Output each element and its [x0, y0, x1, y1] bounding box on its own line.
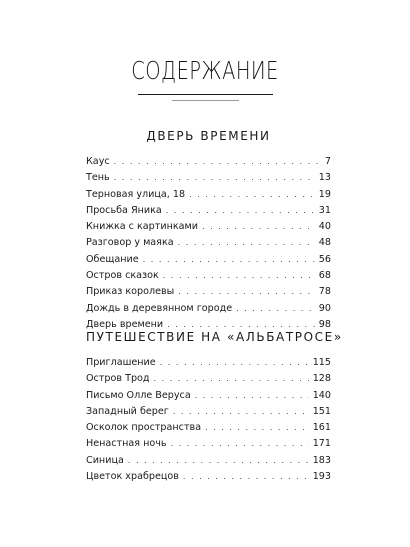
toc-entry-title: Письмо Олле Веруса — [86, 389, 191, 401]
dot-leader — [202, 219, 315, 235]
section-heading: ПУТЕШЕСТВИЕ НА «АЛЬБАТРОСЕ» — [86, 330, 343, 344]
toc-entry[interactable] — [86, 235, 331, 251]
toc-entry-title: Синица — [86, 454, 124, 466]
toc-entry-page-number: 193 — [312, 471, 331, 483]
dot-leader — [143, 252, 315, 268]
toc-entry[interactable] — [86, 355, 331, 371]
toc-entry-title: Терновая улица, 18 — [86, 188, 186, 200]
toc-entry-page-number: 48 — [318, 237, 331, 249]
dot-leader — [114, 154, 321, 170]
toc-entry-page-number: 128 — [312, 373, 331, 385]
toc-section-1 — [86, 127, 331, 333]
toc-section-2 — [86, 328, 343, 485]
toc-entry-title: Дверь времени — [86, 318, 164, 330]
toc-entry-title: Цветок храбрецов — [86, 471, 179, 483]
toc-list — [86, 154, 331, 333]
toc-entry[interactable] — [86, 187, 331, 203]
dot-leader — [195, 388, 309, 404]
toc-entry-page-number: 13 — [318, 172, 331, 184]
dot-leader — [178, 235, 315, 251]
toc-entry-title: Разговор у маяка — [86, 237, 174, 249]
toc-entry-title: Западный берег — [86, 405, 169, 417]
dot-leader — [166, 203, 315, 219]
dot-leader — [114, 170, 315, 186]
toc-entry-title: Ненастная ночь — [86, 438, 167, 450]
toc-entry-page-number: 90 — [318, 302, 331, 314]
toc-entry-title: Каус — [86, 156, 110, 167]
toc-entry-title: Тень — [86, 172, 110, 184]
toc-entry[interactable] — [86, 170, 331, 186]
dot-leader — [171, 436, 309, 452]
toc-entry-page-number: 19 — [318, 188, 331, 200]
toc-entry-title: Книжка с картинками — [86, 221, 199, 233]
toc-entry-page-number: 31 — [318, 204, 331, 216]
toc-entry-page-number: 7 — [324, 156, 331, 167]
toc-entry-page-number: 140 — [312, 389, 331, 401]
title-underline — [138, 94, 273, 95]
toc-entry[interactable] — [86, 388, 331, 404]
toc-entry-page-number: 183 — [312, 454, 331, 466]
toc-entry-title: Остров Трод — [86, 373, 150, 385]
toc-entry[interactable] — [86, 154, 331, 170]
toc-entry-title: Осколок пространства — [86, 422, 202, 434]
dot-leader — [163, 268, 315, 284]
toc-entry[interactable] — [86, 219, 331, 235]
toc-entry[interactable] — [86, 404, 331, 420]
toc-entry-title: Остров сказок — [86, 270, 159, 282]
toc-entry[interactable] — [86, 203, 331, 219]
toc-entry-page-number: 56 — [318, 253, 331, 265]
toc-entry[interactable] — [86, 301, 331, 317]
dot-leader — [183, 469, 309, 485]
toc-entry[interactable] — [86, 252, 331, 268]
toc-entry-page-number: 151 — [312, 405, 331, 417]
toc-entry-title: Дождь в деревянном городе — [86, 302, 233, 314]
title-underline-secondary — [172, 100, 239, 101]
toc-entry[interactable] — [86, 284, 331, 300]
toc-entry-title: Обещание — [86, 253, 139, 265]
toc-entry-title: Приглашение — [86, 357, 156, 368]
toc-entry-page-number: 78 — [318, 286, 331, 298]
section-heading: ДВЕРЬ ВРЕМЕНИ — [146, 129, 271, 143]
toc-entry[interactable] — [86, 420, 331, 436]
toc-entry[interactable] — [86, 436, 331, 452]
page-title: СОДЕРЖАНИЕ — [131, 56, 279, 85]
toc-entry-title: Просьба Яника — [86, 204, 162, 216]
toc-entry[interactable] — [86, 453, 331, 469]
toc-entry-title: Приказ королевы — [86, 286, 175, 298]
toc-entry-page-number: 68 — [318, 270, 331, 282]
dot-leader — [236, 301, 315, 317]
toc-entry-page-number: 115 — [312, 357, 331, 368]
toc-entry[interactable] — [86, 371, 331, 387]
dot-leader — [173, 404, 309, 420]
toc-list — [86, 355, 331, 485]
toc-entry-page-number: 40 — [318, 221, 331, 233]
dot-leader — [205, 420, 309, 436]
toc-entry-page-number: 161 — [312, 422, 331, 434]
toc-entry-page-number: 171 — [312, 438, 331, 450]
toc-entry-page-number: 98 — [318, 318, 331, 330]
dot-leader — [189, 187, 315, 203]
dot-leader — [154, 371, 309, 387]
dot-leader — [178, 284, 315, 300]
toc-entry[interactable] — [86, 268, 331, 284]
toc-entry[interactable] — [86, 469, 331, 485]
dot-leader — [128, 453, 309, 469]
dot-leader — [160, 355, 309, 371]
